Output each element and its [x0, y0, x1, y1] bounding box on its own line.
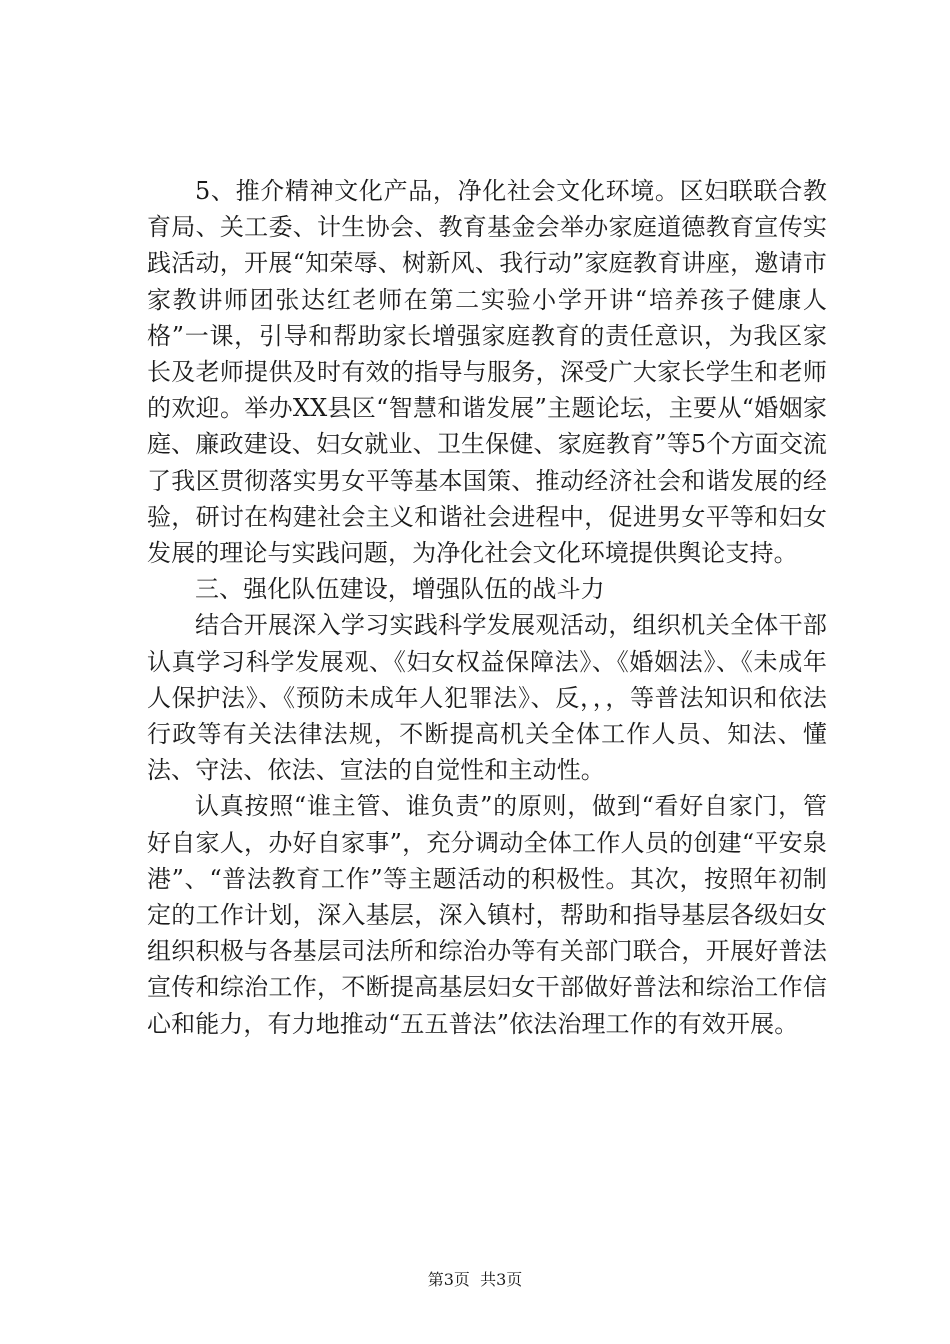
paragraph-legal-study: 结合开展深入学习实践科学发展观活动，组织机关全体干部认真学习科学发展观、《妇女权益保障法》、《婚姻法》、《未成年人保护法》、《预防未成年人犯罪法》、反，，，等普法知识和依法行政等有关法律法规，不断提高机关全体工作人员、知法、懂法、守法、依法、宣法的自觉性和主动性。 — [147, 611, 827, 785]
document-body — [147, 173, 827, 1042]
paragraph-responsibility: 认真按照“谁主管、谁负责”的原则，做到“看好自家门，管好自家人，办好自家事”，充分调动全体工作人员的创建“平安泉港”、“普法教育工作”等主题活动的积极性。其次，按照年初制定的工作计划，深入基层，深入镇村，帮助和指导基层各级妇女组织积极与各基层司法所和综治办等有关部门联合，开展好普法宣传和综治工作，不断提高基层妇女干部做好普法和综治工作信心和能力，有力地推动“五五普法”依法治理工作的有效开展。 — [147, 792, 827, 1038]
page-number: 第3页 共3页 — [427, 1270, 523, 1289]
section-heading-team-building: 三、强化队伍建设，增强队伍的战斗力 — [195, 575, 605, 604]
page-footer — [0, 1270, 950, 1290]
paragraph-culture-products: 5、推介精神文化产品，净化社会文化环境。区妇联联合教育局、关工委、计生协会、教育基金会举办家庭道德教育宣传实践活动，开展“知荣辱、树新风、我行动”家庭教育讲座，邀请市家教讲师团张达红老师在第二实验小学开讲“培养孩子健康人格”一课，引导和帮助家长增强家庭教育的责任意识，为我区家长及老师提供及时有效的指导与服务，深受广大家长学生和老师的欢迎。举办XX县区“智慧和谐发展”主题论坛，主要从“婚姻家庭、廉政建设、妇女就业、卫生保健、家庭教育”等5个方面交流了我区贯彻落实男女平等基本国策、推动经济社会和谐发展的经验，研讨在构建社会主义和谐社会进程中，促进男女平等和妇女发展的理论与实践问题，为净化社会文化环境提供舆论支持。 — [147, 177, 827, 568]
